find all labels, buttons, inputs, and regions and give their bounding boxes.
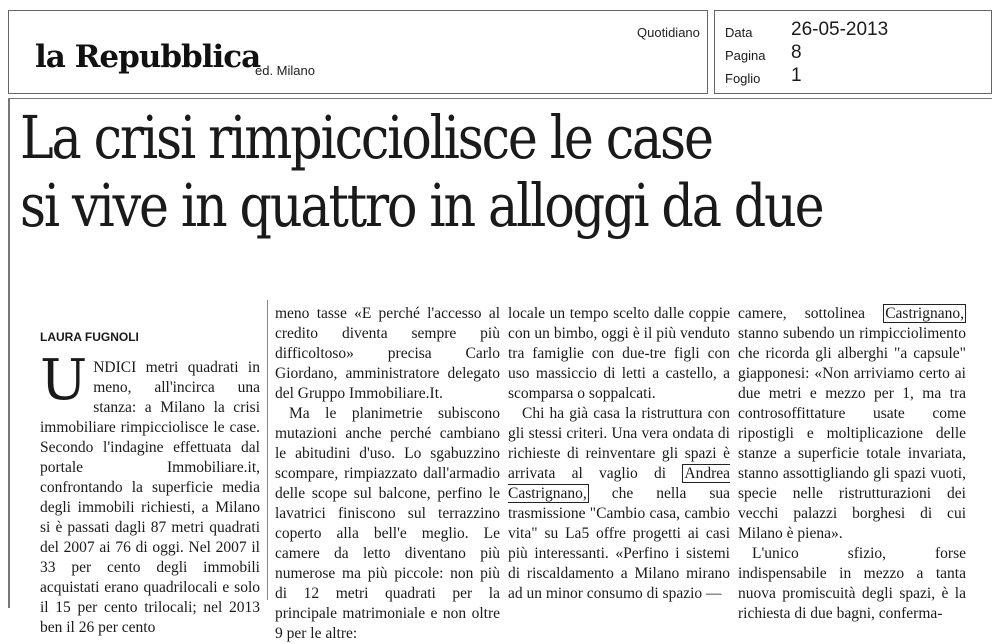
article-column-1: [40, 348, 260, 638]
article-column-2: [275, 304, 500, 644]
metadata-box: [714, 10, 992, 94]
column-3-paragraph-2: [508, 404, 730, 604]
meta-date-key: Data: [725, 25, 753, 40]
column-3-text-b: che nella sua trasmissione "Cambio casa, cambio vita" su La5 offre progetti ai casi più interessanti. «Perfino i sistemi di riscaldamento a Milano mirano ad un minor consumo di spazio —: [508, 485, 731, 602]
headline-line-1: La crisi rimpicciolisce le case: [20, 103, 712, 172]
column-1-text: NDICI metri quadrati in meno, all'incirca una stanza: a Milano la crisi immobiliare rimpicciolisce le case. Secondo l'indagine effettuata dal portale Immobiliare.it, confrontando la superficie media degli immobili richiesti, a Milano si è passati dagli 87 metri quadrati del 2007 ai 76 di oggi. Nel 2007 il 33 per cento degli immobili acquistati erano quadrilocali e solo il 15 per cento trilocali; nel 2013 ben il 26 per cento: [40, 359, 260, 636]
headline-line-2: si vive in quattro in alloggi da due: [20, 171, 823, 240]
article-column-3: [508, 304, 730, 604]
column-4-text-a: camere, sottolinea: [738, 305, 866, 322]
column-3-text-a: Chi ha già casa la ristruttura con gli stessi criteri. Una vera ondata di richieste di reinventare gli spazi è arrivata al vaglio di: [508, 405, 730, 482]
masthead-box: [8, 10, 708, 94]
meta-date-value: 26-05-2013: [791, 19, 889, 40]
newspaper-logo: la Repubblica: [35, 39, 261, 75]
edition-label: ed. Milano: [255, 63, 315, 78]
column-3-paragraph-1: locale un tempo scelto dalle coppie con un bimbo, oggi è il più venduto tra famiglie con due-tre figli con uso massiccio di letti a castello, a scomparsa o soppalcati.: [508, 305, 730, 402]
meta-sheet-key: Foglio: [725, 71, 761, 86]
meta-page-value: 8: [791, 42, 802, 63]
highlighted-name: Castrignano,: [885, 305, 964, 322]
column-2-paragraph-1: meno tasse «E perché l'accesso al credito diventa sempre più difficoltoso» precisa Carlo Giordano, amministratore delegato del Gruppo Immobiliare.It.: [275, 305, 500, 402]
byline: LAURA FUGNOLI: [40, 330, 139, 344]
column-4-paragraph-1: [738, 304, 966, 544]
dropcap: U: [40, 348, 88, 413]
column-4-text-b: stanno subendo un rimpicciolimento che ricorda gli alberghi "a capsule" giapponesi: «Non arriviamo certo ai due metri e mezzo per 1, ma tra controsoffittature usate come ripostigli e moltiplicazione delle stanze a superficie totale invariata, stanno assottigliando gli spazi vuoti, specie nelle ristrutturazioni dei vecchi palazzi borghesi di cui Milano è piena».: [738, 325, 966, 542]
column-4-paragraph-2: L'unico sfizio, forse indispensabile in mezzo a tanta nuova promiscuità degli spazi, è la richiesta di due bagni, conferma-: [738, 545, 966, 622]
meta-page-key: Pagina: [725, 48, 766, 63]
column-divider: [267, 300, 268, 600]
column-2-paragraph-2: Ma le planimetrie subiscono mutazioni anche perché cambiano le abitudini d'uso. Lo sgabuzzino scompare, rimpiazzato dall'armadio delle scope sul balcone, perfino le lavatrici finiscono sul terrazzino coperto alla bell'e meglio. Le camere da letto diventano più numerose ma più piccole: non più di 12 metri quadrati per la principale matrimoniale e non oltre 9 per le altre:: [275, 405, 500, 642]
publication-type: Quotidiano: [637, 25, 700, 40]
column-1-paragraph: [40, 348, 260, 638]
headline: [20, 104, 846, 240]
highlighted-name: Andrea Castrignano,: [508, 465, 730, 502]
article-column-4: [738, 304, 966, 624]
meta-sheet-value: 1: [791, 65, 802, 86]
